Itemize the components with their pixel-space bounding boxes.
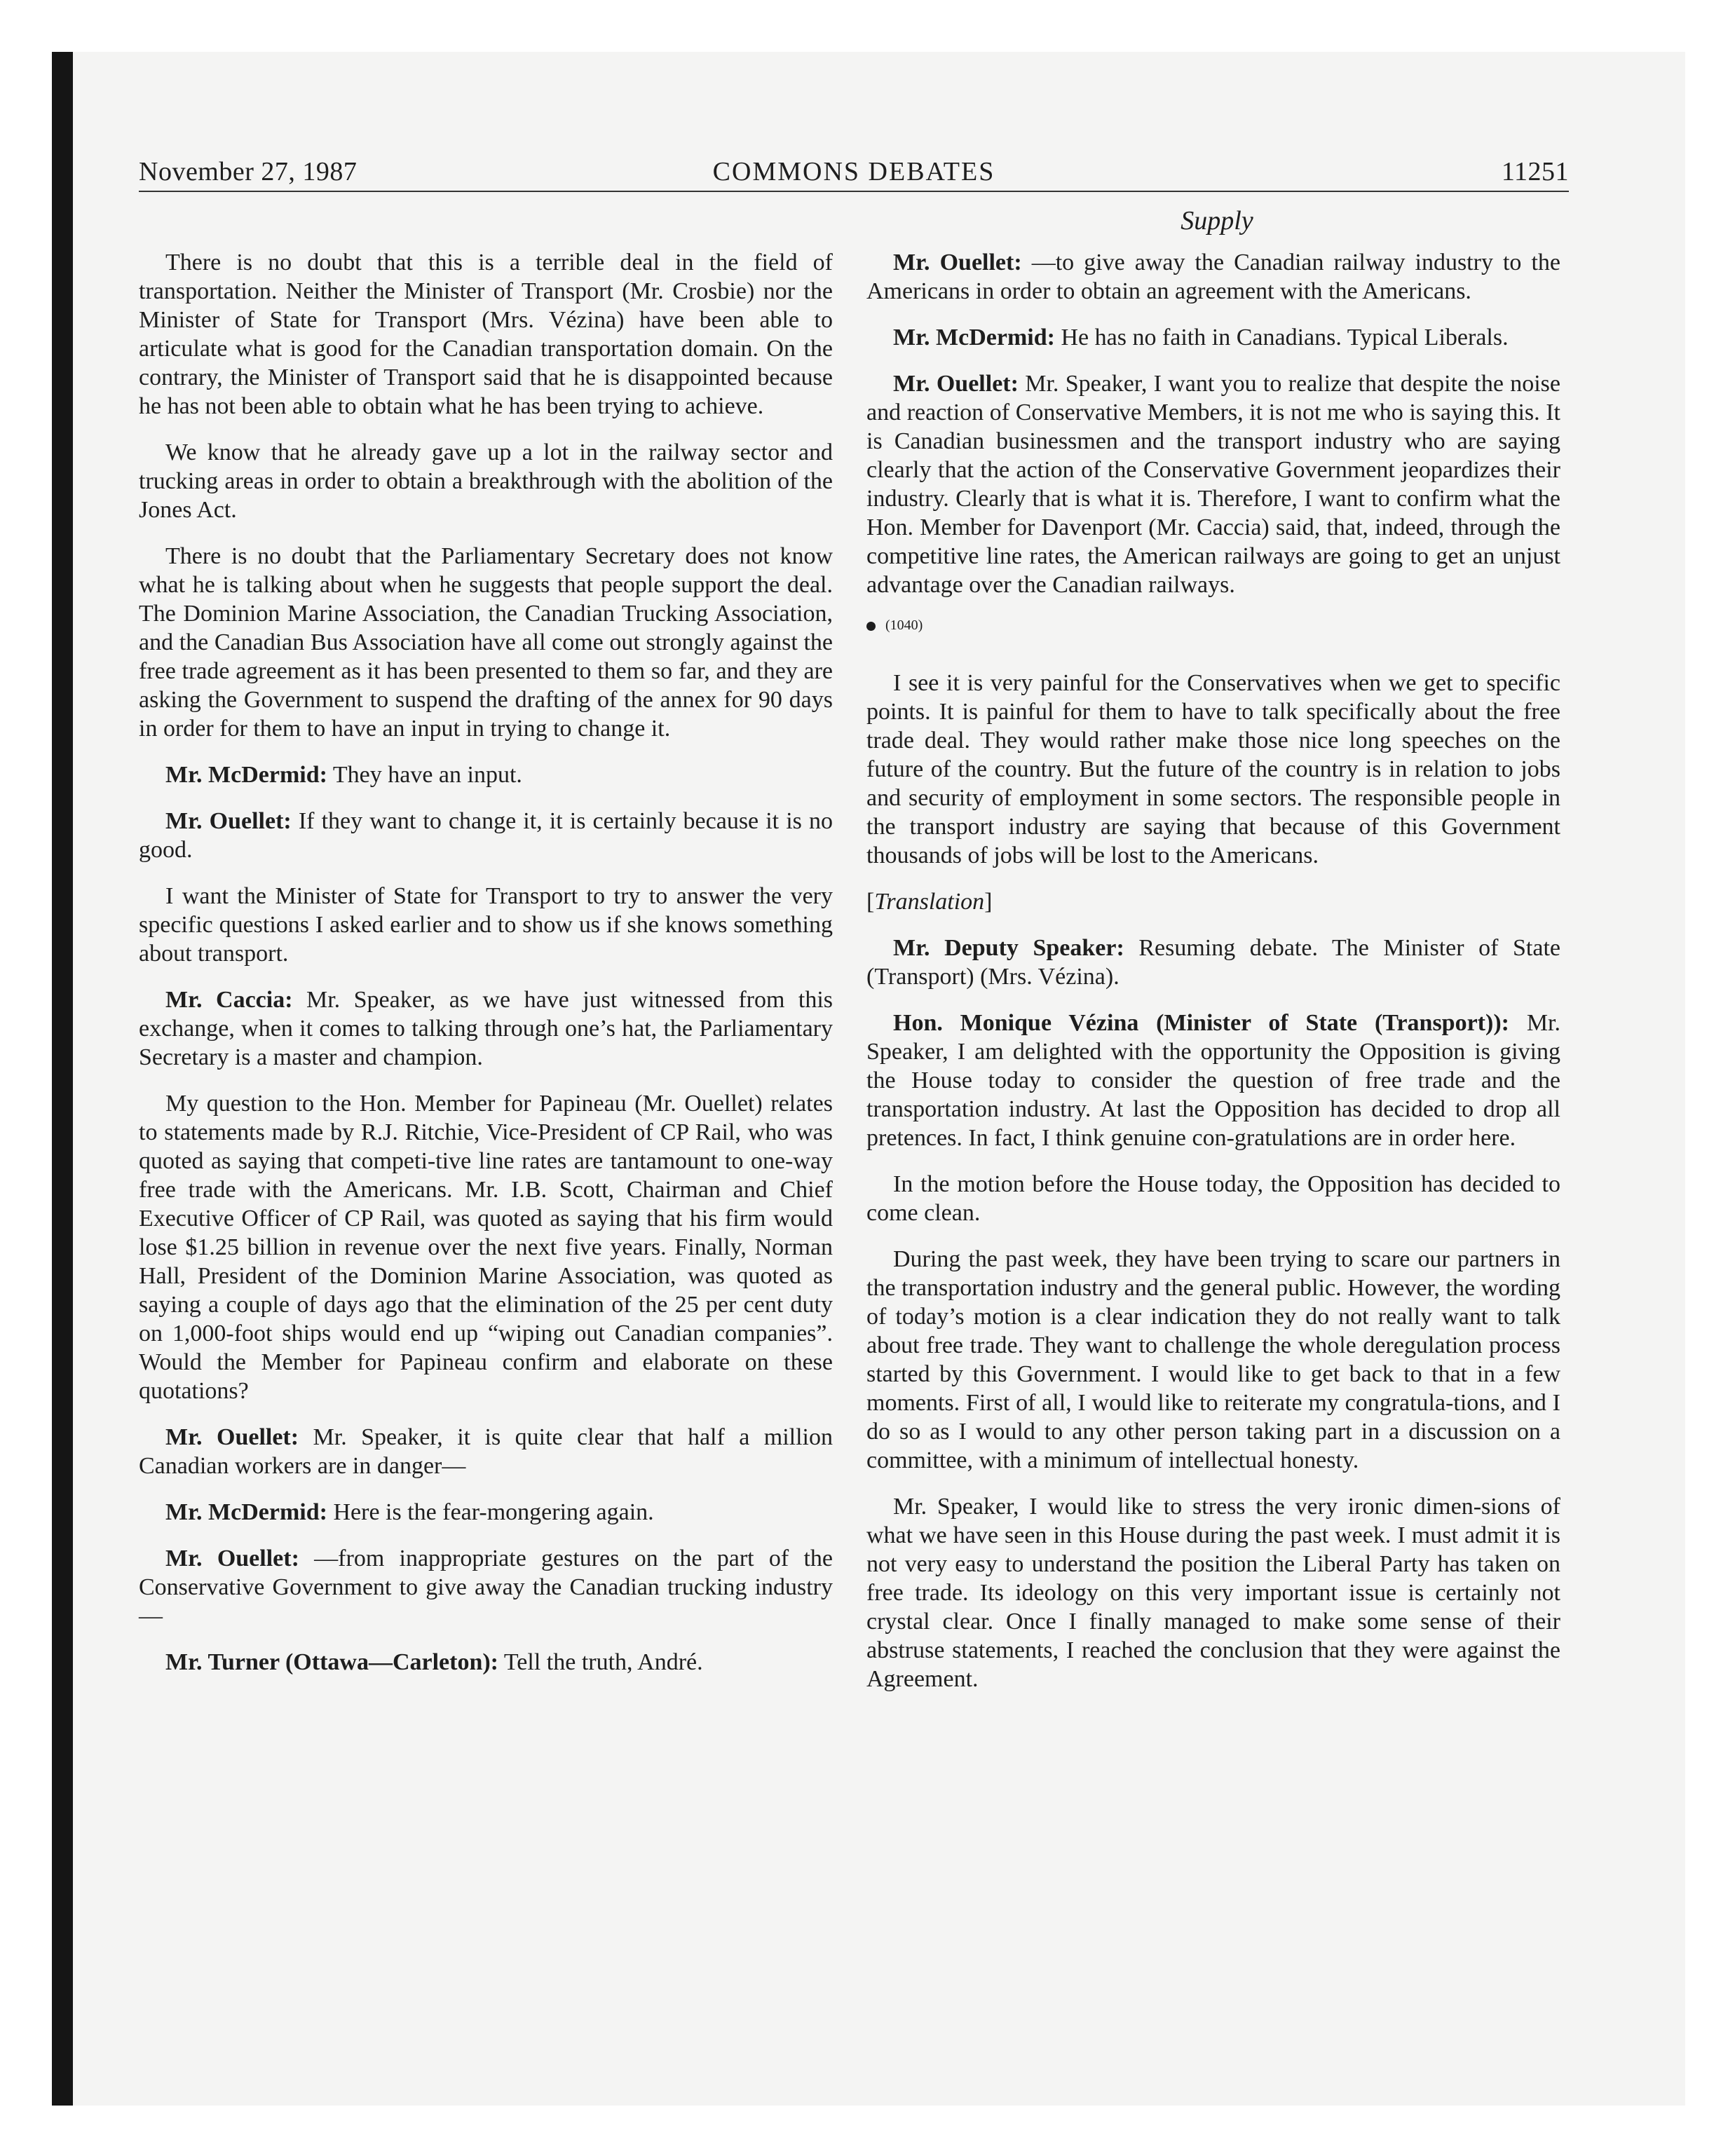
paragraph-text: Mr. Speaker, I am delighted with the opportunity the Opposition is giving the House today to consider the question of free trade and the transportation industry. At last the Opposition has decided to drop all pretences. In fact, I think genuine con-gratulations are in order here. [866, 1010, 1561, 1151]
header-date: November 27, 1987 [139, 157, 358, 186]
speaker-name: Mr. Deputy Speaker: [893, 935, 1124, 961]
paragraph [866, 1492, 1560, 1693]
paragraph [866, 669, 1560, 870]
speaker-name: Mr. McDermid: [165, 1499, 327, 1525]
speaker-name: Mr. Ouellet: [165, 1424, 299, 1450]
paragraph-text: They have an input. [332, 762, 522, 788]
paragraph [139, 882, 833, 968]
paragraph [139, 1544, 833, 1630]
paragraph [866, 1245, 1560, 1475]
paragraph [866, 1009, 1560, 1152]
speaker-name: Mr. Turner (Ottawa—Carleton): [165, 1649, 499, 1675]
time-marker [866, 617, 1560, 634]
right-column-top [866, 248, 1560, 599]
header-title: COMMONS DEBATES [712, 157, 995, 186]
speaker-name: Mr. Ouellet: [165, 808, 292, 834]
paragraph-text: Mr. Speaker, I would like to stress the very ironic dimen-sions of what we have seen in this House during the past week. I must admit it is not very easy to understand the position the Liberal Party has taken on free trade. Its ideology on this very important issue is certainly not crystal clear. Once I finally managed to make some sense of their abstruse statements, I reached the conclusion that they were against the Agreement. [866, 1494, 1560, 1692]
header-page-number: 11251 [1501, 157, 1569, 186]
paragraph [139, 1089, 833, 1405]
scan-binding-edge [52, 52, 73, 2106]
paragraph [139, 1498, 833, 1527]
paragraph-text: Mr. Speaker, I want you to realize that despite the noise and reaction of Conservative Members, it is not me who is saying this. It is Canadian businessmen and the transport industry who are saying clearly that the action of the Conservative Government jeopardizes their industry. Clearly that is what it is. Therefore, I want to confirm what the Hon. Member for Davenport (Mr. Caccia) said, that, indeed, through the competitive line rates, the American railways are going to get an unjust advantage over the Canadian railways. [866, 371, 1561, 598]
page-header [139, 156, 1569, 192]
paragraph-text: I see it is very painful for the Conservatives when we get to specific points. It is painful for them to have to talk specifically about the free trade deal. They would rather make those nice long speeches on the future of the country. But the future of the country is in relation to jobs and security of employment in some sectors. The responsible people in the transport industry are saying that because of this Government thousands of jobs will be lost to the Americans. [866, 670, 1560, 868]
paragraph [139, 248, 833, 421]
right-column-middle [866, 669, 1560, 870]
paragraph-text: My question to the Hon. Member for Papineau (Mr. Ouellet) relates to statements made by R.J. Ritchie, Vice-President of CP Rail, who was quoted as saying that competi-tive line rates are tantamount to one-way free trade with the Americans. Mr. I.B. Scott, Chairman and Chief Executive Officer of CP Rail, was quoted as saying that his firm would lose $1.25 billion in revenue over the next five years. Finally, Norman Hall, President of the Dominion Marine Association, was quoted as saying a couple of days ago that the elimination of the 25 per cent duty on 1,000-foot ships would end up “wiping out Canadian companies”. Would the Member for Papineau confirm and elaborate on these quotations? [139, 1091, 833, 1404]
paragraph-text: In the motion before the House today, the Opposition has decided to come clean. [866, 1171, 1560, 1226]
bullet-icon [866, 622, 876, 631]
paragraph [866, 934, 1560, 991]
paragraph-text: If they want to change it, it is certainly because it is no good. [139, 808, 833, 863]
paragraph [139, 807, 833, 864]
paragraph-text: Mr. Speaker, as we have just witnessed from this exchange, when it comes to talking through one’s hat, the Parliamentary Secretary is a master and champion. [139, 987, 833, 1070]
paragraph [866, 1170, 1560, 1227]
paragraph [866, 248, 1560, 306]
paragraph-text: Here is the fear-mongering again. [333, 1499, 654, 1525]
speaker-name: Hon. Monique Vézina (Minister of State (Transport)): [893, 1010, 1509, 1036]
speaker-name: Mr. Ouellet: [893, 371, 1019, 397]
paragraph [866, 323, 1560, 352]
paragraph-text: —from inappropriate gestures on the part of the Conservative Government to give away the Canadian trucking industry— [139, 1546, 834, 1629]
paragraph-text: There is no doubt that the Parliamentary Secretary does not know what he is talking about when he suggests that people support the deal. The Dominion Marine Association, the Canadian Trucking Association, and the Canadian Bus Association have all come out strongly against the free trade agreement as it has been presented to them so far, and they are asking the Government to suspend the drafting of the annex for 90 days in order for them to have an input in trying to change it. [139, 543, 833, 742]
paragraph-text: Resuming debate. The Minister of State (Transport) (Mrs. Vézina). [866, 935, 1560, 990]
paragraph [139, 542, 833, 743]
paragraph-text: During the past week, they have been trying to scare our partners in the transportation industry and the general public. However, the wording of today’s motion is a clear indication they do not really want to talk about free trade. They want to challenge the whole deregulation process started by this Government. I would like to get back to that in a few moments. First of all, I would like to reiterate my congratula-tions, and I do so as I would to any other person taking part in a discussion on a committee, with a minimum of intellectual honesty. [866, 1246, 1560, 1473]
paragraph [139, 1423, 833, 1480]
paragraph [139, 760, 833, 789]
right-column [866, 248, 1560, 1711]
speaker-name: Mr. Ouellet: [893, 250, 1022, 275]
paragraph-text: We know that he already gave up a lot in the railway sector and trucking areas in order to obtain a breakthrough with the abolition of the Jones Act. [139, 439, 833, 523]
paragraph-text: There is no doubt that this is a terrible deal in the field of transportation. Neither the Minister of Transport (Mr. Crosbie) nor the Minister of State for Transport (Mrs. Vézina) have been able to articulate what is good for the Canadian transportation domain. On the contrary, the Minister of Transport said that he is disappointed because he has not been able to obtain what he has been trying to achieve. [139, 250, 833, 419]
paragraph-text: He has no faith in Canadians. Typical Liberals. [1061, 325, 1509, 350]
paragraph [866, 369, 1560, 599]
time-marker-text: (1040) [885, 618, 923, 633]
speaker-name: Mr. Caccia: [165, 987, 293, 1013]
paragraph [139, 438, 833, 524]
speaker-name: Mr. McDermid: [893, 325, 1055, 350]
paragraph-text: Mr. Speaker, it is quite clear that half a million Canadian workers are in danger— [139, 1424, 833, 1479]
section-label: Supply [1181, 206, 1253, 236]
right-column-bottom [866, 934, 1560, 1693]
speaker-name: Mr. Ouellet: [165, 1546, 299, 1571]
translation-label: [Translation] [866, 889, 993, 915]
left-column [139, 248, 833, 1694]
translation-label-text: Translation [874, 889, 985, 915]
paragraph [139, 1648, 833, 1677]
paragraph-text: Tell the truth, André. [503, 1649, 703, 1675]
paragraph [139, 985, 833, 1072]
paragraph-text: —to give away the Canadian railway industry to the Americans in order to obtain an agreement with the Americans. [866, 250, 1560, 304]
speaker-name: Mr. McDermid: [165, 762, 327, 788]
paragraph-text: I want the Minister of State for Transport to try to answer the very specific questions I asked earlier and to show us if she knows something about transport. [139, 883, 833, 967]
